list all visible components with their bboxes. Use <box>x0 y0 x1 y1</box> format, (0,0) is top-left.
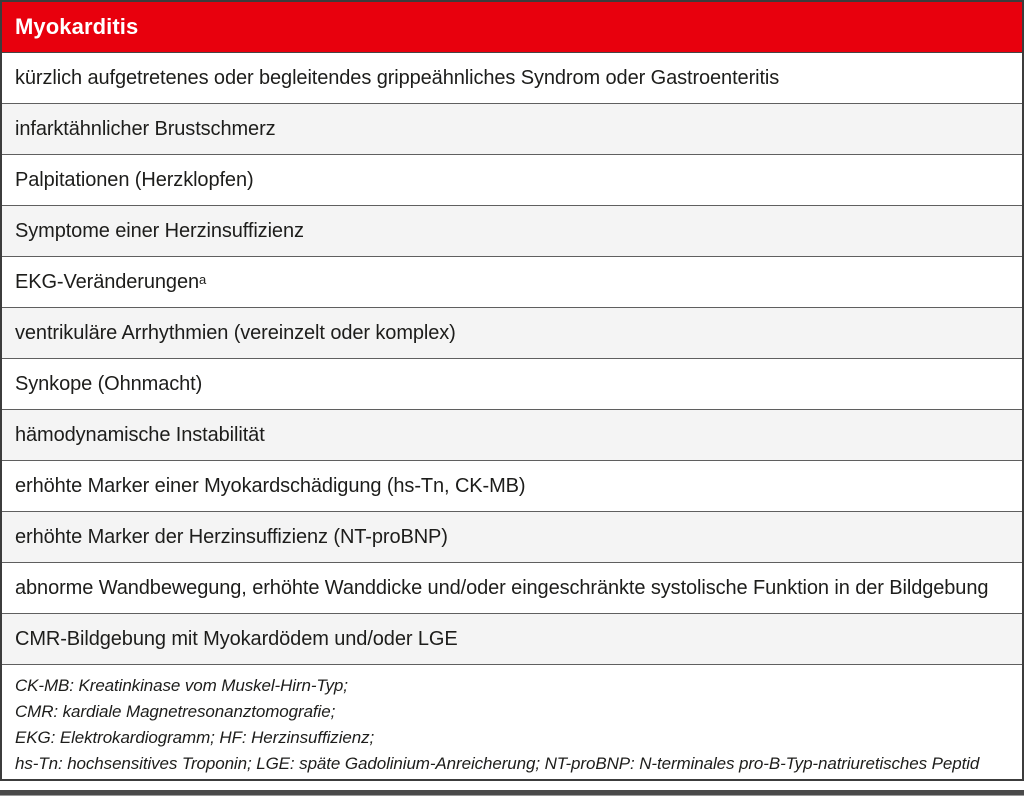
bottom-rule <box>0 790 1024 796</box>
table-row <box>2 460 1022 511</box>
row-text: Symptome einer Herzinsuffizienz <box>15 219 304 242</box>
row-text: CMR-Bildgebung mit Myokardödem und/oder LGE <box>15 627 458 650</box>
table-row <box>2 562 1022 613</box>
table-row <box>2 307 1022 358</box>
row-text: abnorme Wandbewegung, erhöhte Wanddicke und/oder eingeschränkte systolische Funktion in der Bildgebung <box>15 576 989 599</box>
row-text: hämodynamische Instabilität <box>15 423 265 446</box>
footnote-line: CMR: kardiale Magnetresonanztomografie; <box>15 702 336 721</box>
table-footnotes <box>2 664 1022 779</box>
row-text: Synkope (Ohnmacht) <box>15 372 203 395</box>
row-text: infarktähnlicher Brustschmerz <box>15 117 276 140</box>
table-body <box>2 52 1022 664</box>
footnote-line: EKG: Elektrokardiogramm; HF: Herzinsuffizienz; <box>15 728 375 747</box>
table-row <box>2 358 1022 409</box>
row-text: Palpitationen (Herzklopfen) <box>15 168 254 191</box>
footnote-line: hs-Tn: hochsensitives Troponin; LGE: späte Gadolinium-Anreicherung; NT-proBNP: N-terminales pro-B-Typ-natriuretisches Peptid <box>15 754 980 773</box>
table-row <box>2 52 1022 103</box>
table-row <box>2 154 1022 205</box>
row-text: EKG-Veränderungen <box>15 270 199 293</box>
row-text: ventrikuläre Arrhythmien (vereinzelt oder komplex) <box>15 321 456 344</box>
table-row <box>2 613 1022 664</box>
table-row <box>2 511 1022 562</box>
row-text: kürzlich aufgetretenes oder begleitendes grippeähnliches Syndrom oder Gastroenteritis <box>15 66 780 89</box>
footnote-line: CK-MB: Kreatinkinase vom Muskel-Hirn-Typ; <box>15 676 348 695</box>
row-text: erhöhte Marker der Herzinsuffizienz (NT-proBNP) <box>15 525 448 548</box>
table-row: EKG-Veränderungen $^a$ <box>2 256 1022 307</box>
table-row <box>2 409 1022 460</box>
table-header <box>2 2 1022 52</box>
table-row <box>2 205 1022 256</box>
table-title: Myokarditis <box>15 14 139 39</box>
table-row <box>2 103 1022 154</box>
row-text: erhöhte Marker einer Myokardschädigung (hs-Tn, CK-MB) <box>15 474 526 497</box>
